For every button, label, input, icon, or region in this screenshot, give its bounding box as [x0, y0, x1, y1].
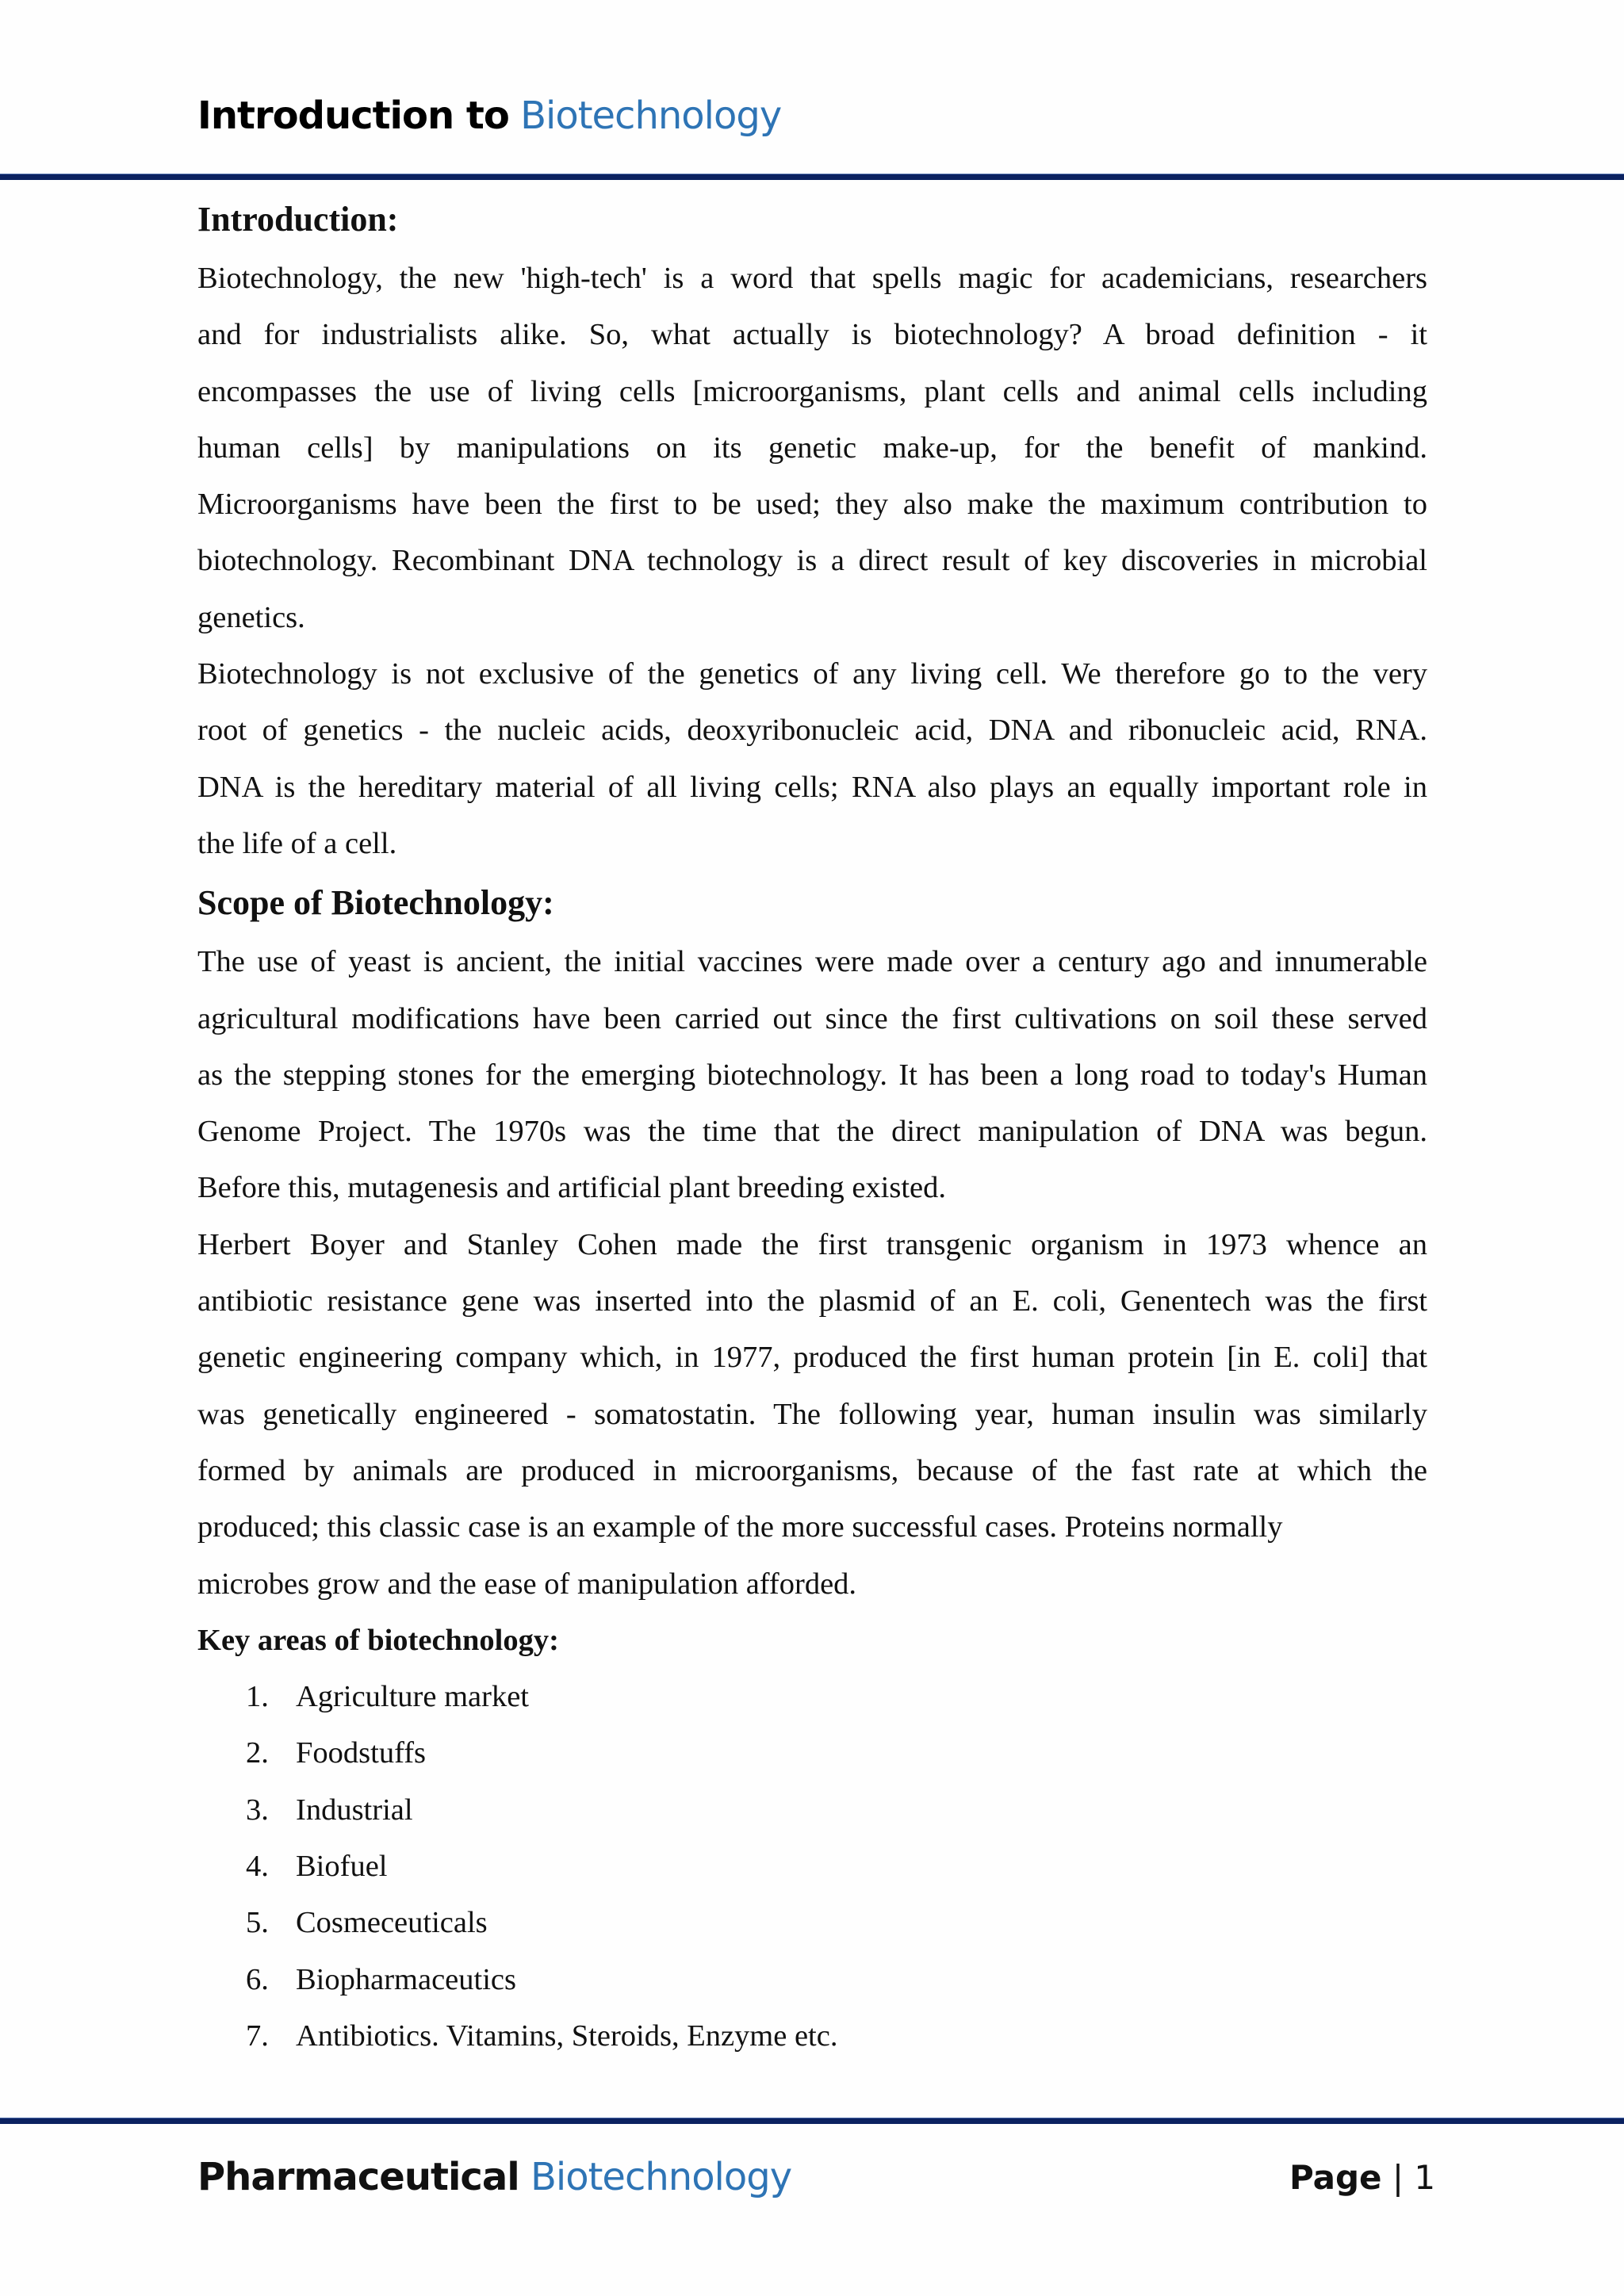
list-item-text: Cosmeceuticals [296, 1906, 488, 1940]
page-label: Page [1289, 2158, 1382, 2197]
footer-title-bold: Pharmaceutical [197, 2155, 519, 2199]
paragraph-line: The use of yeast is ancient, the initial vaccines were made over a century ago and innumerable [197, 945, 1427, 979]
list-item-number: 7. [246, 2019, 269, 2053]
paragraph-line: genetics. [197, 600, 305, 634]
paragraph-line: biotechnology. Recombinant DNA technology is a direct result of key discoveries in microbial [197, 544, 1427, 578]
header-title-bold: Introduction to [197, 94, 509, 138]
section-heading: Scope of Biotechnology: [197, 883, 554, 923]
list-item [197, 1782, 1427, 1839]
section-heading: Introduction: [197, 200, 399, 239]
paragraph-line: and for industrialists alike. So, what actually is biotechnology? A broad definition - it [197, 318, 1427, 352]
paragraph-line: as the stepping stones for the emerging biotechnology. It has been a long road to today's Human [197, 1058, 1427, 1092]
paragraph-line: Biotechnology, the new 'high-tech' is a word that spells magic for academicians, researchers [197, 262, 1427, 295]
list-item-number: 1. [246, 1680, 269, 1714]
document-body [197, 189, 1427, 2064]
key-areas-heading: Key areas of biotechnology: [197, 1623, 559, 1657]
page-separator: | [1392, 2158, 1404, 2197]
list-item-text: Antibiotics. Vitamins, Steroids, Enzyme etc. [296, 2019, 838, 2053]
paragraph-line: produced; this classic case is an example of the more successful cases. Proteins normally [197, 1510, 1283, 1544]
list-item-number: 4. [246, 1850, 269, 1884]
header-title-blue: Biotechnology [520, 94, 782, 138]
list-item-text: Agriculture market [296, 1680, 529, 1714]
footer-divider [0, 2118, 1624, 2124]
page-footer [197, 2155, 791, 2199]
paragraph-line: genetic engineering company which, in 1977, produced the first human protein [in E. coli] that [197, 1341, 1427, 1375]
paragraph-line: DNA is the hereditary material of all living cells; RNA also plays an equally important role in [197, 770, 1427, 804]
key-areas-list [197, 1669, 1427, 2064]
paragraph-line: encompasses the use of living cells [microorganisms, plant cells and animal cells including [197, 374, 1427, 408]
paragraph-line: microbes grow and the ease of manipulation afforded. [197, 1567, 857, 1601]
list-item [197, 1895, 1427, 1951]
list-item [197, 1839, 1427, 1895]
paragraph [197, 646, 1427, 872]
paragraph-line: Biotechnology is not exclusive of the genetics of any living cell. We therefore go to the very [197, 657, 1427, 691]
header-divider [0, 174, 1624, 180]
list-item-text: Foodstuffs [296, 1736, 427, 1770]
paragraph-line: agricultural modifications have been carried out since the first cultivations on soil these served [197, 1001, 1427, 1035]
list-item [197, 1952, 1427, 2008]
list-item-text: Biopharmaceutics [296, 1962, 516, 1996]
paragraph-line: Genome Project. The 1970s was the time that the direct manipulation of DNA was begun. [197, 1115, 1427, 1149]
list-item-number: 5. [246, 1906, 269, 1940]
paragraph-line: Herbert Boyer and Stanley Cohen made the first transgenic organism in 1973 whence an [197, 1227, 1427, 1261]
footer-title-blue: Biotechnology [530, 2155, 792, 2199]
list-item-number: 2. [246, 1736, 269, 1770]
paragraph-line: the life of a cell. [197, 826, 397, 860]
paragraph [197, 1556, 1427, 1613]
paragraph-line: Microorganisms have been the first to be used; they also make the maximum contribution to [197, 488, 1427, 522]
list-item-number: 3. [246, 1793, 269, 1827]
paragraph [197, 934, 1427, 1216]
page-number [1289, 2158, 1435, 2197]
paragraph-line: human cells] by manipulations on its genetic make-up, for the benefit of mankind. [197, 430, 1427, 465]
list-item-text: Biofuel [296, 1850, 388, 1884]
list-item [197, 1669, 1427, 1725]
paragraph-line: antibiotic resistance gene was inserted into the plasmid of an E. coli, Genentech was the first [197, 1284, 1427, 1318]
list-item-number: 6. [246, 1962, 269, 1996]
paragraph [197, 251, 1427, 646]
paragraph-line: formed by animals are produced in microorganisms, because of the fast rate at which the [197, 1453, 1427, 1487]
list-item [197, 2008, 1427, 2064]
paragraph-line: Before this, mutagenesis and artificial plant breeding existed. [197, 1171, 947, 1205]
paragraph-line: was genetically engineered - somatostatin. The following year, human insulin was similarly [197, 1397, 1427, 1431]
page-header [197, 94, 781, 138]
paragraph [197, 1217, 1427, 1556]
list-item [197, 1725, 1427, 1781]
page-number-value: 1 [1414, 2158, 1436, 2197]
list-item-text: Industrial [296, 1793, 413, 1827]
paragraph-line: root of genetics - the nucleic acids, deoxyribonucleic acid, DNA and ribonucleic acid, RNA. [197, 714, 1427, 748]
